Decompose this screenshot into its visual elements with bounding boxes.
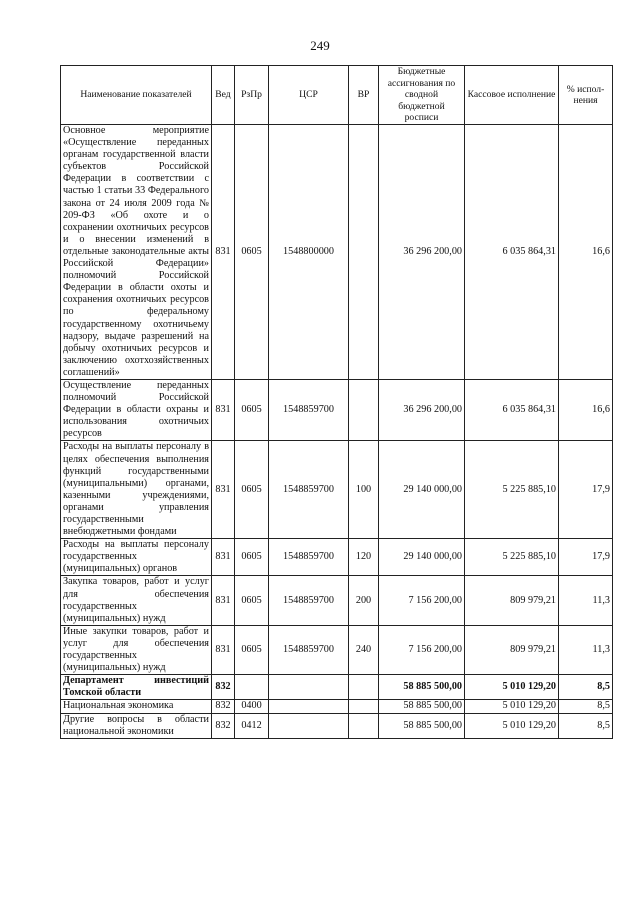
row-ved: 832 <box>212 713 235 738</box>
row-cash: 5 225 885,10 <box>465 441 559 539</box>
row-vr <box>349 125 379 380</box>
row-cash: 6 035 864,31 <box>465 125 559 380</box>
row-rzpr: 0605 <box>235 576 269 625</box>
row-ved: 831 <box>212 379 235 440</box>
table-row <box>61 625 613 674</box>
row-vr <box>349 713 379 738</box>
row-name: Национальная экономика <box>61 700 212 713</box>
row-vr <box>349 379 379 440</box>
row-cash: 5 010 129,20 <box>465 700 559 713</box>
row-percent: 8,5 <box>559 700 613 713</box>
header-vr: ВР <box>349 66 379 125</box>
row-name: Расходы на выплаты персоналу в целях обеспечения выполнения функций государственными (муниципальными) органами, казенными учреждениями, органами управления государственными внебюджетными фондами <box>61 441 212 539</box>
header-ved: Вед <box>212 66 235 125</box>
row-percent: 17,9 <box>559 441 613 539</box>
row-budget: 7 156 200,00 <box>379 576 465 625</box>
row-vr <box>349 700 379 713</box>
table-header-row <box>61 66 613 125</box>
row-budget: 58 885 500,00 <box>379 713 465 738</box>
row-vr: 100 <box>349 441 379 539</box>
row-csr: 1548859700 <box>269 576 349 625</box>
row-cash: 6 035 864,31 <box>465 379 559 440</box>
table-row <box>61 675 613 700</box>
row-budget: 29 140 000,00 <box>379 539 465 576</box>
header-csr: ЦСР <box>269 66 349 125</box>
row-ved: 832 <box>212 675 235 700</box>
row-ved: 832 <box>212 700 235 713</box>
row-rzpr <box>235 675 269 700</box>
row-csr <box>269 675 349 700</box>
row-rzpr: 0605 <box>235 379 269 440</box>
row-name: Иные закупки товаров, работ и услуг для обеспечения государственных (муниципальных) нужд <box>61 625 212 674</box>
row-percent: 8,5 <box>559 675 613 700</box>
row-csr: 1548859700 <box>269 441 349 539</box>
row-csr <box>269 700 349 713</box>
row-vr: 240 <box>349 625 379 674</box>
row-percent: 11,3 <box>559 625 613 674</box>
row-csr <box>269 713 349 738</box>
row-name: Другие вопросы в области национальной экономики <box>61 713 212 738</box>
row-percent: 16,6 <box>559 379 613 440</box>
row-cash: 5 010 129,20 <box>465 675 559 700</box>
row-ved: 831 <box>212 441 235 539</box>
row-budget: 58 885 500,00 <box>379 675 465 700</box>
row-rzpr: 0605 <box>235 441 269 539</box>
row-vr <box>349 675 379 700</box>
row-name: Департамент инвестиций Томской области <box>61 675 212 700</box>
row-csr: 1548859700 <box>269 539 349 576</box>
page-number: 249 <box>310 38 330 53</box>
row-name: Осуществление переданных полномочий Российской Федерации в области охраны и использования охотничьих ресурсов <box>61 379 212 440</box>
row-budget: 36 296 200,00 <box>379 125 465 380</box>
header-budget: Бюджетные ассигнования по сводной бюджетной росписи <box>379 66 465 125</box>
header-rzpr: РзПр <box>235 66 269 125</box>
row-percent: 16,6 <box>559 125 613 380</box>
row-name: Закупка товаров, работ и услуг для обеспечения государственных (муниципальных) нужд <box>61 576 212 625</box>
header-name: Наименование показателей <box>61 66 212 125</box>
row-name: Расходы на выплаты персоналу государственных (муниципальных) органов <box>61 539 212 576</box>
table-row <box>61 539 613 576</box>
row-percent: 17,9 <box>559 539 613 576</box>
row-ved: 831 <box>212 539 235 576</box>
row-ved: 831 <box>212 625 235 674</box>
row-vr: 120 <box>349 539 379 576</box>
row-cash: 809 979,21 <box>465 576 559 625</box>
row-rzpr: 0400 <box>235 700 269 713</box>
row-rzpr: 0605 <box>235 625 269 674</box>
row-rzpr: 0412 <box>235 713 269 738</box>
row-budget: 36 296 200,00 <box>379 379 465 440</box>
header-cash: Кассовое исполнение <box>465 66 559 125</box>
row-ved: 831 <box>212 125 235 380</box>
row-percent: 11,3 <box>559 576 613 625</box>
row-cash: 5 225 885,10 <box>465 539 559 576</box>
table-row <box>61 576 613 625</box>
table-row <box>61 125 613 380</box>
row-vr: 200 <box>349 576 379 625</box>
row-cash: 809 979,21 <box>465 625 559 674</box>
row-budget: 7 156 200,00 <box>379 625 465 674</box>
row-rzpr: 0605 <box>235 539 269 576</box>
row-csr: 1548800000 <box>269 125 349 380</box>
row-csr: 1548859700 <box>269 379 349 440</box>
row-name: Основное мероприятие «Осуществление переданных органам государственной власти субъектов Российской Федерации в соответствии с частью 1 статьи 33 Федерального закона от 24 июля 2009 года № 209-ФЗ «Об охоте и о сохранении охотничьих ресурсов и о внесении изменений в отдельные законодательные акты Российской Федерации» полномочий Российской Федерации в области охоты и сохранения охотничьих ресурсов по федеральному государственному охотничьему надзору, выдаче разрешений на добычу охотничьих ресурсов и заключению охотхозяйственных соглашений» <box>61 125 212 380</box>
budget-execution-table <box>60 65 613 739</box>
row-cash: 5 010 129,20 <box>465 713 559 738</box>
row-csr: 1548859700 <box>269 625 349 674</box>
table-row <box>61 379 613 440</box>
row-rzpr: 0605 <box>235 125 269 380</box>
row-ved: 831 <box>212 576 235 625</box>
row-budget: 29 140 000,00 <box>379 441 465 539</box>
header-percent: % испол-нения <box>559 66 613 125</box>
table-row <box>61 700 613 713</box>
table-row <box>61 441 613 539</box>
row-percent: 8,5 <box>559 713 613 738</box>
table-row <box>61 713 613 738</box>
row-budget: 58 885 500,00 <box>379 700 465 713</box>
